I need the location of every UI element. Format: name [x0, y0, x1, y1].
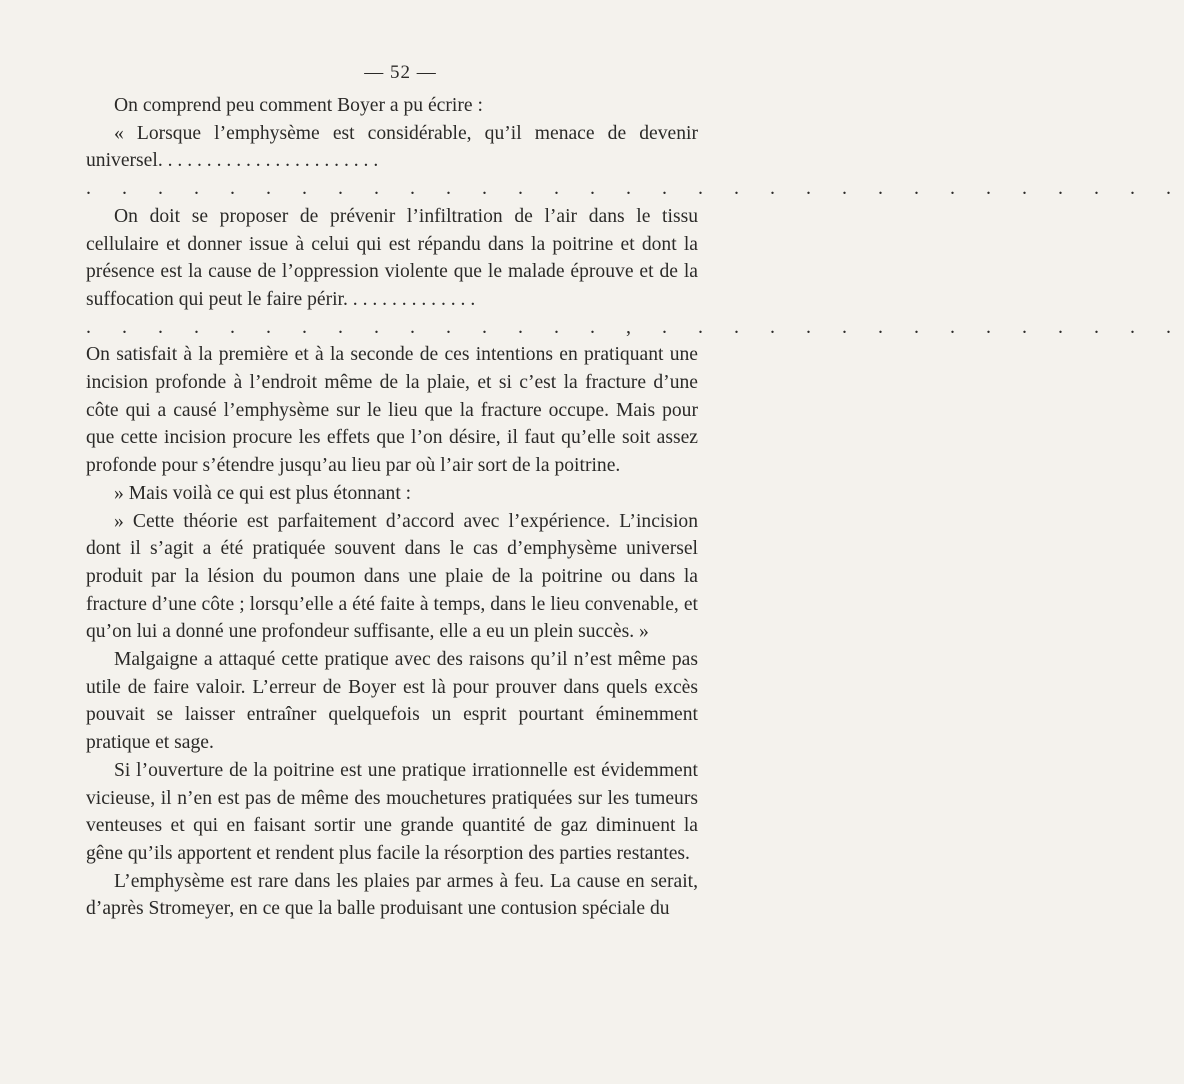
paragraph: On doit se proposer de prévenir l’infiltration de l’air dans le tissu cellulaire et donner issue à celui qui est répandu dans la poitrine et dont la présence est la cause de l’oppression violente que le malade éprouve et de la suffocation qui peut le faire périr. . . . . . . . . . . . . . [86, 205, 698, 310]
paragraph: Si l’ouverture de la poitrine est une pratique irrationnelle est évidemment vicieuse, il n’en est pas de même des mouchetures pratiquées sur les tumeurs venteuses et qui en faisant sortir une grande quantité de gaz diminuent la gêne qu’ils apportent et rendent plus facile la résorption des parties restantes. [86, 759, 698, 864]
paragraph: L’emphysème est rare dans les plaies par armes à feu. La cause en serait, d’après Stromeyer, en ce que la balle produisant une contusion spéciale du [86, 870, 698, 920]
paragraph: Malgaigne a attaqué cette pratique avec des raisons qu’il n’est même pas utile de faire valoir. L’erreur de Boyer est là pour prouver dans quels excès pouvait se laisser entraîner quelquefois un esprit pourtant éminemment pratique et sage. [86, 649, 698, 754]
ellipsis-row: . . . . . . . . . . . . . . . . . . . . . . . . . . . . . . . [86, 177, 1184, 200]
paragraph: » Cette théorie est parfaitement d’accord avec l’expérience. L’incision dont il s’agit a été pratiquée souvent dans le cas d’emphysème universel produit par la lésion du poumon dans une plaie de la poitrine ou dans la fracture d’une côte ; lorsqu’elle a été faite à temps, dans le lieu convenable, et qu’on lui a donné une profondeur suffisante, elle a eu un plein succès. » [86, 510, 698, 643]
ellipsis-row: . . . . . . . . . . . . . . . , . . . . . . . . . . . . . . . [86, 315, 1184, 338]
page-number: — 52 — [364, 62, 437, 83]
body-text [86, 92, 1184, 923]
paragraph: » Mais voilà ce qui est plus étonnant : [114, 482, 412, 504]
paragraph: On satisfait à la première et à la seconde de ces intentions en pratiquant une incision profonde à l’endroit même de la plaie, et si c’est la fracture d’une côte qui a causé l’emphysème sur le lieu que la fracture occupe. Mais pour que cette incision procure les effets que l’on désire, il faut qu’elle soit assez profonde pour s’étendre jusqu’au lieu par où l’air sort de la poitrine. [86, 344, 698, 477]
paragraph: On comprend peu comment Boyer a pu écrire : [114, 95, 483, 116]
paragraph: « Lorsque l’emphysème est considérable, qu’il menace de devenir universel. . . . . . . . . . . . . . . . . . . . . . . [86, 122, 698, 172]
